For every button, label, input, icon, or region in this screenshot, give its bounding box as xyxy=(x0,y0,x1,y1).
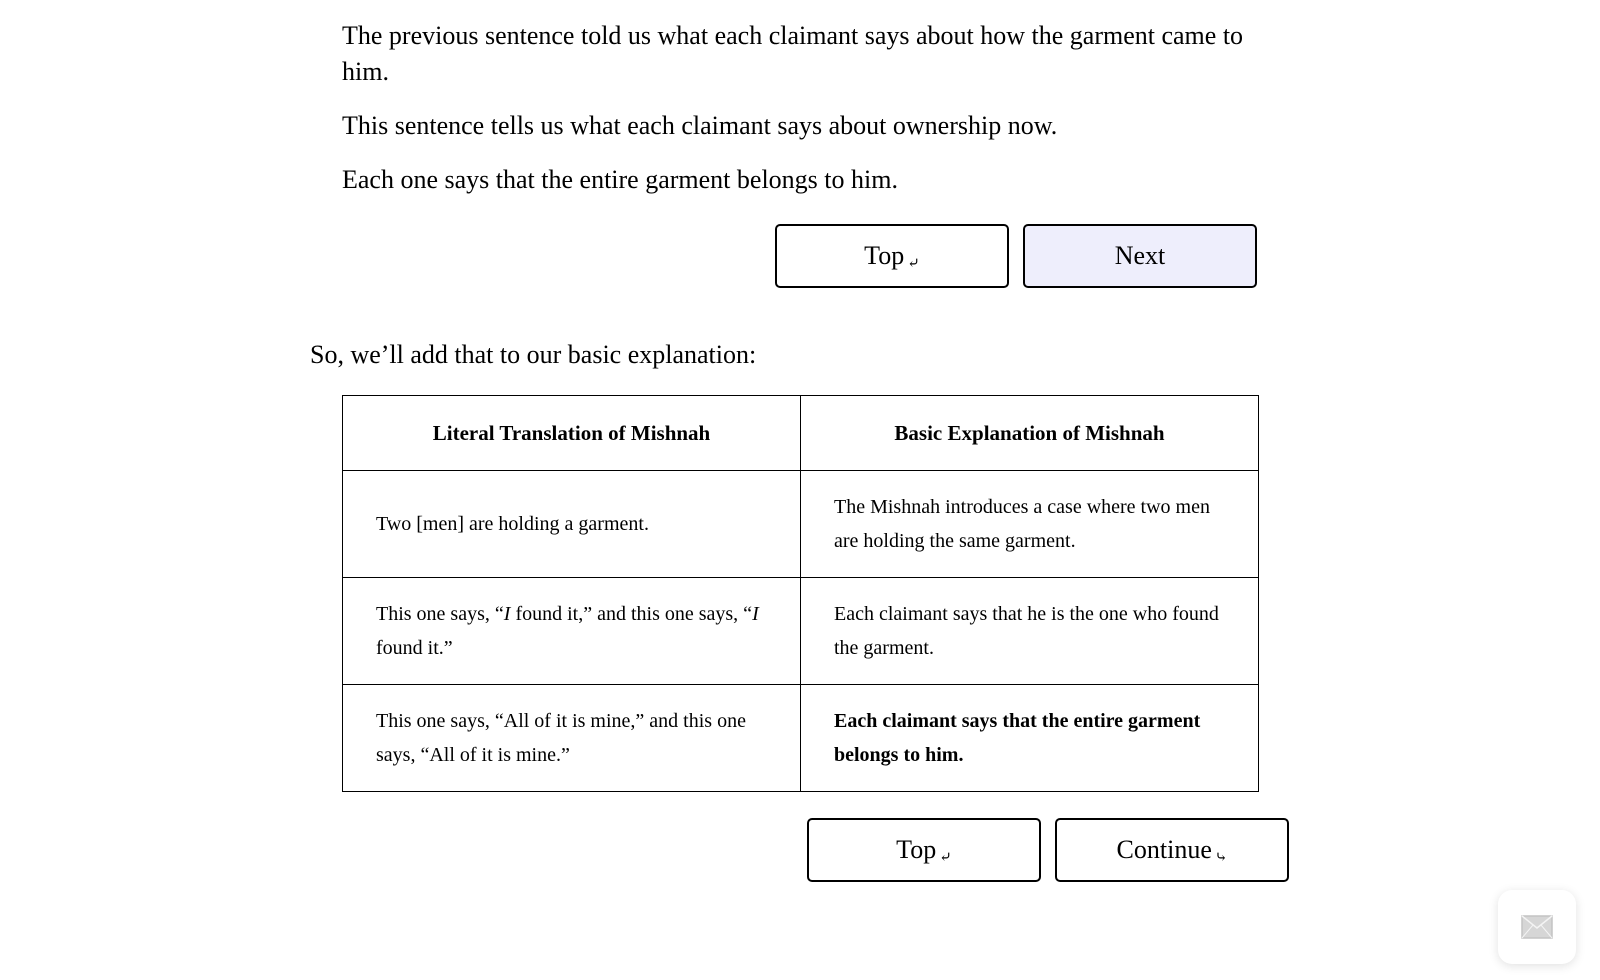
intro-text: So, we’ll add that to our basic explanation: xyxy=(310,340,757,369)
next-button-label: Next xyxy=(1114,241,1166,270)
top-button[interactable] xyxy=(775,224,1009,288)
explanation-cell-highlighted: Each claimant says that the entire garment belongs to him. xyxy=(801,685,1259,792)
continue-button[interactable] xyxy=(1055,818,1289,882)
explanation-cell: Each claimant says that he is the one who found the garment. xyxy=(801,578,1259,685)
column-header-literal: Literal Translation of Mishnah xyxy=(343,396,801,471)
literal-cell: This one says, “I found it,” and this one says, “I found it.” xyxy=(343,578,801,685)
continue-button-label: Continue xyxy=(1116,835,1212,864)
top-button[interactable] xyxy=(807,818,1041,882)
return-arrow-icon: ⤷ xyxy=(1214,849,1228,866)
next-button[interactable] xyxy=(1023,224,1257,288)
mail-button[interactable] xyxy=(1498,890,1576,964)
paragraph-this-sentence: This sentence tells us what each claimant says about ownership now. xyxy=(342,111,1058,140)
table-row xyxy=(343,685,1259,792)
column-header-explanation: Basic Explanation of Mishnah xyxy=(801,396,1259,471)
paragraph-each-one-says: Each one says that the entire garment belongs to him. xyxy=(342,165,898,194)
top-button-label: Top xyxy=(864,241,905,270)
explanation-cell: The Mishnah introduces a case where two men are holding the same garment. xyxy=(801,471,1259,578)
table-header-row xyxy=(343,396,1259,471)
paragraph-previous-sentence: The previous sentence told us what each claimant says about how the garment came to him. xyxy=(342,21,1244,86)
table-row xyxy=(343,578,1259,685)
return-arrow-icon: ⤶ xyxy=(907,255,920,272)
literal-cell: Two [men] are holding a garment. xyxy=(343,471,801,578)
literal-cell: This one says, “All of it is mine,” and this one says, “All of it is mine.” xyxy=(343,685,801,792)
table-row xyxy=(343,471,1259,578)
return-arrow-icon: ⤶ xyxy=(939,849,952,866)
mishnah-table xyxy=(342,395,1259,792)
top-button-label: Top xyxy=(896,835,937,864)
envelope-icon xyxy=(1521,915,1553,939)
